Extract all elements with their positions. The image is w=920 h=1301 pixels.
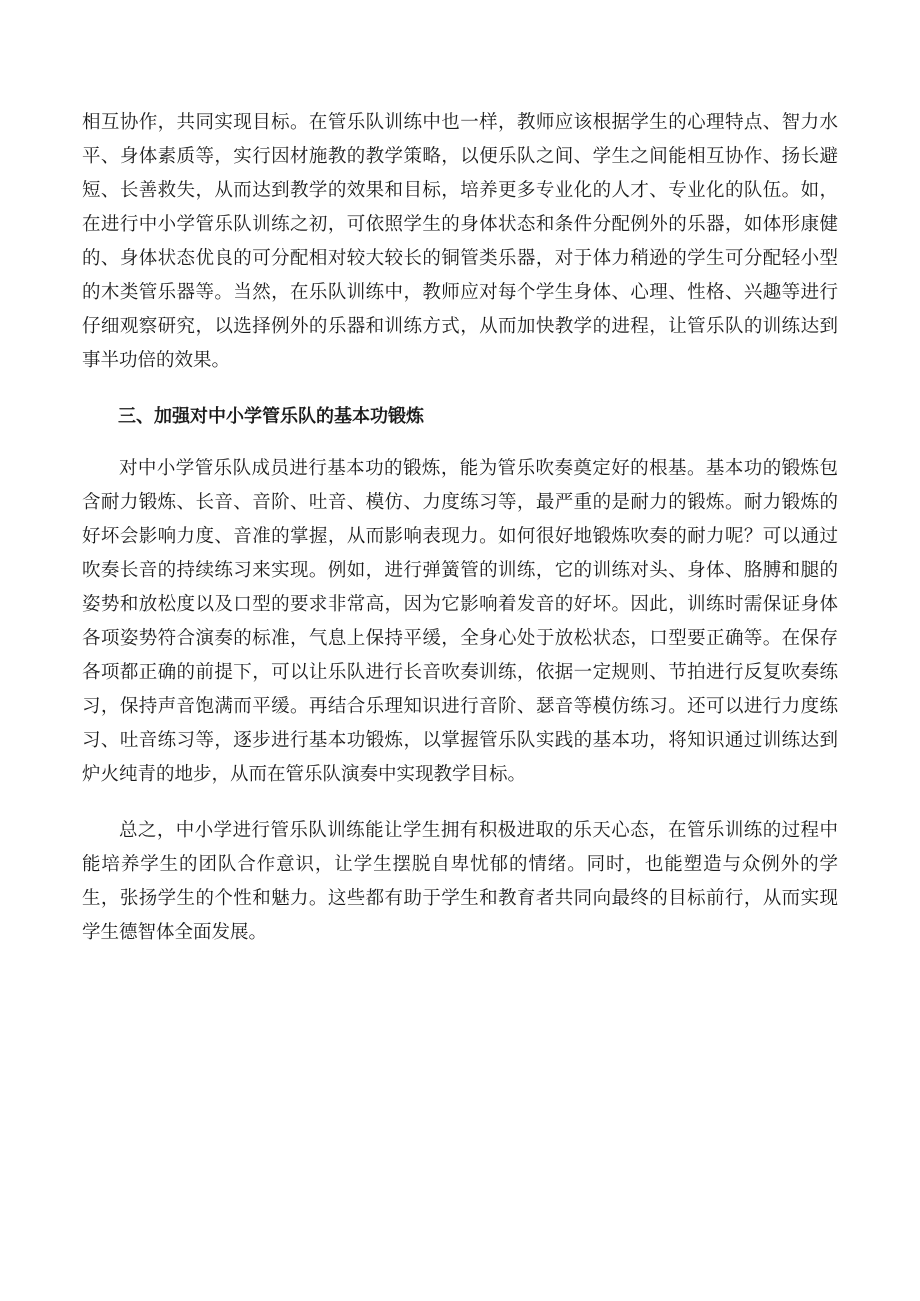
- paragraph-continued: 相互协作，共同实现目标。在管乐队训练中也一样，教师应该根据学生的心理特点、智力水平、身体素质等，实行因材施教的教学策略，以便乐队之间、学生之间能相互协作、扬长避短、长善救失，从而达到教学的效果和目标，培养更多专业化的人才、专业化的队伍。如，在进行中小学管乐队训练之初，可依照学生的身体状态和条件分配例外的乐器，如体形康健的、身体状态优良的可分配相对较大较长的铜管类乐器，对于体力稍逊的学生可分配轻小型的木类管乐器等。当然，在乐队训练中，教师应对每个学生身体、心理、性格、兴趣等进行仔细观察研究，以选择例外的乐器和训练方式，从而加快教学的进程，让管乐队的训练达到事半功倍的效果。: [82, 112, 838, 371]
- paragraph-basic-training: 对中小学管乐队成员进行基本功的锻炼，能为管乐吹奏奠定好的根基。基本功的锻炼包含耐力锻炼、长音、音阶、吐音、模仿、力度练习等，最严重的是耐力的锻炼。耐力锻炼的好坏会影响力度、音准的掌握，从而影响表现力。如何很好地锻炼吹奏的耐力呢？可以通过吹奏长音的持续练习来实现。例如，进行弹簧管的训练，它的训练对头、身体、胳膊和腿的姿势和放松度以及口型的要求非常高，因为它影响着发音的好坏。因此，训练时需保证身体各项姿势符合演奏的标准，气息上保持平缓，全身心处于放松状态，口型要正确等。在保存各项都正确的前提下，可以让乐队进行长音吹奏训练，依据一定规则、节拍进行反复吹奏练习，保持声音饱满而平缓。再结合乐理知识进行音阶、瑟音等模仿练习。还可以进行力度练习、吐音练习等，逐步进行基本功锻炼，以掌握管乐队实践的基本功，将知识通过训练达到炉火纯青的地步，从而在管乐队演奏中实现教学目标。: [82, 458, 838, 785]
- document-body: [82, 106, 838, 972]
- paragraph-conclusion: 总之，中小学进行管乐队训练能让学生拥有积极进取的乐天心态，在管乐训练的过程中能培养学生的团队合作意识，让学生摆脱自卑忧郁的情绪。同时，也能塑造与众例外的学生，张扬学生的个性和魅力。这些都有助于学生和教育者共同向最终的目标前行，从而实现学生德智体全面发展。: [82, 820, 838, 943]
- section-heading: 三、加强对中小学管乐队的基本功锻炼: [118, 406, 424, 427]
